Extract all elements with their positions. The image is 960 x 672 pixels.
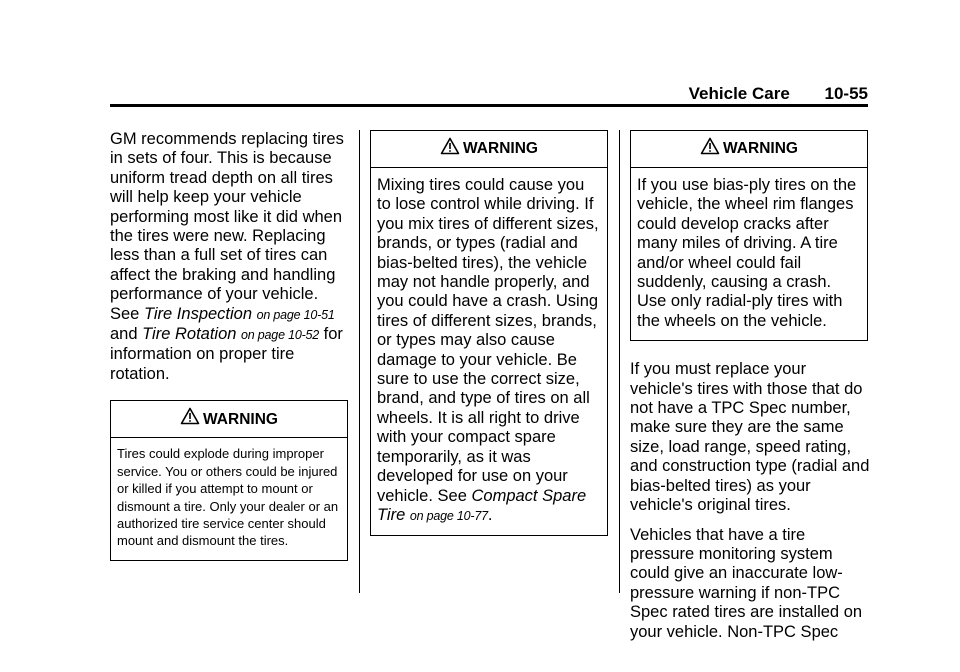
warning-text: Mixing tires could cause you to lose control while driving. If you mix tires of different sizes, brands, or types (radial and bias-belted tires), the vehicle may not handle properly, and you could have a crash. Using tires of different sizes, brands, or types may also cause damage to your vehicle. Be sure to use the correct size, brand, and type of tires on all wheels. It is all right to drive with your compact spare temporarily, as it was developed for use on your vehicle. See Compact Spare Tire on page 10-77. <box>377 176 599 524</box>
chapter-title: Vehicle Care <box>688 84 790 103</box>
warning-box <box>370 130 608 536</box>
warning-header: WARNING <box>631 131 867 168</box>
column-divider <box>619 130 620 593</box>
body-paragraph: Vehicles that have a tire pressure monitoring system could give an inaccurate low-pressure warning if non-TPC Spec rated tires are installed on your vehicle. Non-TPC Spec <box>630 525 863 641</box>
warning-text: Tires could explode during improper service. You or others could be injured or killed if you attempt to mount or dismount a tire. Only your dealer or an authorized tire service center should mount and dismount the tires. <box>117 446 339 549</box>
column-1 <box>110 130 350 561</box>
page-header <box>110 84 868 104</box>
warning-box <box>110 400 348 560</box>
cross-reference-link[interactable]: Compact Spare Tire on page 10-77 <box>377 486 587 524</box>
intro-paragraph: GM recommends replacing tires in sets of four. This is because uniform tread depth on all tires will help keep your vehicle performing most like it did when the tires were new. Replacing less than a full set of tires can affect the braking and handling performance of your vehicle. See Tire Inspection on page 10-51 and Tire Rotation on page 10-52 for information on proper tire rotation. <box>110 130 344 383</box>
warning-header: WARNING <box>111 401 347 438</box>
cross-reference-link[interactable]: Tire Rotation on page 10-52 <box>142 325 320 344</box>
cross-reference-link[interactable]: Tire Inspection on page 10-51 <box>143 304 335 323</box>
warning-header: WARNING <box>371 131 607 168</box>
page-number: 10-55 <box>824 84 868 103</box>
column-divider <box>359 130 360 593</box>
warning-triangle-icon <box>700 137 720 155</box>
body-paragraph: If you must replace your vehicle's tires with those that do not have a TPC Spec number, make sure they are the same size, load range, speed rating, and construction type (radial and bias-belted tires) as your vehicle's original tires. <box>630 360 870 515</box>
warning-triangle-icon <box>180 407 200 425</box>
column-3 <box>630 130 870 652</box>
warning-box <box>630 130 868 341</box>
header-rule <box>110 104 868 107</box>
column-2 <box>370 130 610 536</box>
warning-triangle-icon <box>440 137 460 155</box>
warning-text: If you use bias-ply tires on the vehicle, the wheel rim flanges could develop cracks after many miles of driving. A tire and/or wheel could fail suddenly, causing a crash. Use only radial-ply tires with the wheels on the vehicle. <box>637 176 857 330</box>
